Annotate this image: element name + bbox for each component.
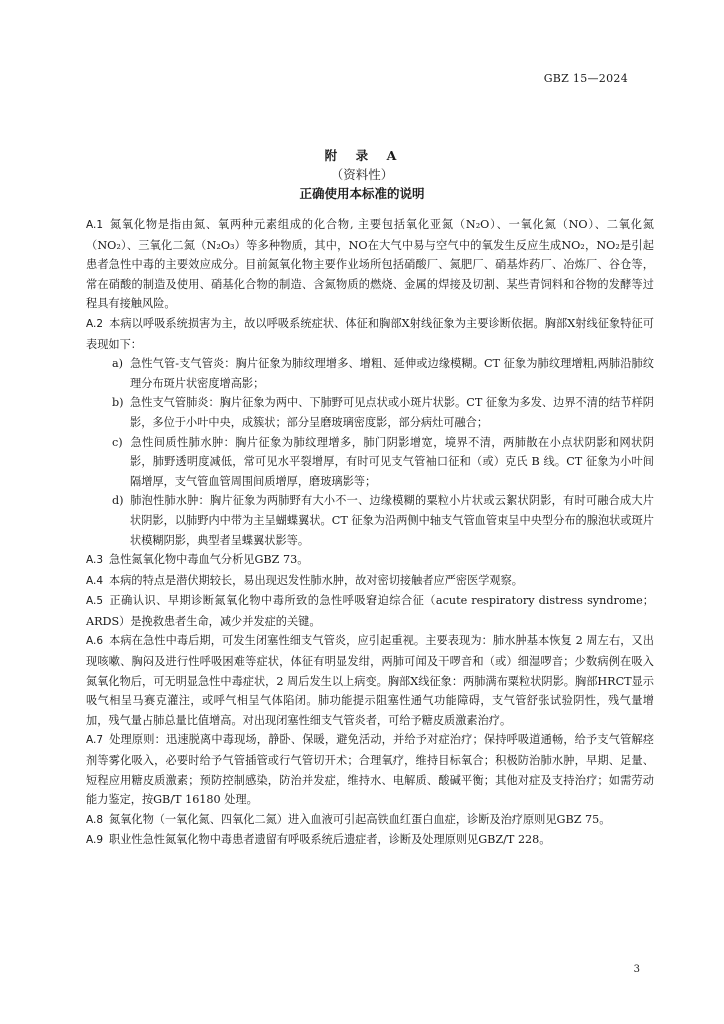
clause-number: A.7 bbox=[86, 734, 104, 747]
list-text: 肺泡性肺水肿：胸片征象为两肺野有大小不一、边缘模糊的粟粒小片状或云絮状阴影，有时可融合成大片状阴影，以肺野内中带为主呈蝴蝶翼状。CT 征象为沿两侧中轴支气管血管束呈中央型分布的腺泡状或斑片状模糊阴影，典型者呈蝶翼状影等。 bbox=[130, 494, 654, 547]
clause-a9 bbox=[86, 830, 654, 851]
clause-a4 bbox=[86, 571, 654, 592]
clause-a1 bbox=[86, 215, 654, 314]
clause-number: A.5 bbox=[86, 595, 104, 608]
list-text: 急性支气管肺炎：胸片征象为两中、下肺野可见点状或小斑片状影。CT 征象为多发、边界不清的结节样阴影，多位于小叶中央，成簇状；部分呈磨玻璃密度影，部分病灶可融合； bbox=[130, 396, 654, 429]
annex-body bbox=[86, 215, 654, 851]
clause-number: A.6 bbox=[86, 635, 104, 648]
page-number: 3 bbox=[633, 964, 640, 975]
list-item bbox=[112, 433, 654, 492]
clause-number: A.3 bbox=[86, 554, 104, 567]
clause-text: 职业性急性氮氧化物中毒患者遗留有呼吸系统后遗症者，诊断及处理原则见GBZ/T 228。 bbox=[109, 833, 551, 847]
clause-a5 bbox=[86, 591, 654, 631]
list-label: b) bbox=[112, 396, 124, 410]
clause-text: 本病的特点是潜伏期较长，易出现迟发性肺水肿，故对密切接触者应严密医学观察。 bbox=[109, 573, 523, 587]
clause-a2 bbox=[86, 314, 654, 354]
clause-number: A.8 bbox=[86, 813, 104, 826]
clause-text: 本病以呼吸系统损害为主，故以呼吸系统症状、体征和胸部X射线征象为主要诊断依据。胸部X射线征象特征可表现如下： bbox=[86, 316, 654, 351]
clause-number: A.1 bbox=[86, 219, 104, 231]
list-label: d) bbox=[112, 494, 124, 508]
annex-type: （资料性） bbox=[330, 167, 394, 182]
list-label: c) bbox=[112, 435, 123, 449]
annex-subtitle: 正确使用本标准的说明 bbox=[299, 186, 425, 201]
clause-a6 bbox=[86, 631, 654, 730]
annex-title: 附 录 A bbox=[324, 148, 400, 163]
clause-number: A.2 bbox=[86, 317, 104, 330]
standard-code: GBZ 15—2024 bbox=[543, 72, 628, 85]
clause-number: A.9 bbox=[86, 834, 104, 847]
clause-a8 bbox=[86, 810, 654, 831]
clause-a7 bbox=[86, 730, 654, 809]
list-item bbox=[112, 393, 654, 432]
clause-number: A.4 bbox=[86, 574, 104, 587]
clause-text: 正确认识、早期诊断氮氧化物中毒所致的急性呼吸窘迫综合征（acute respiratory distress syndrome；ARDS）是挽救患者生命，减少并发症的关键。 bbox=[86, 594, 654, 628]
list-item bbox=[112, 354, 654, 393]
annex-heading bbox=[0, 146, 724, 203]
list-item bbox=[112, 491, 654, 550]
clause-a3 bbox=[86, 550, 654, 571]
list-text: 急性间质性肺水肿：胸片征象为肺纹理增多，肺门阴影增宽，境界不清，两肺散在小点状阴影和网状阴影，肺野透明度减低，常可见水平裂增厚，有时可见支气管袖口征和（或）克氏 B 线。CT 征象为小叶间隔增厚，支气管血管周围间质增厚，磨玻璃影等； bbox=[130, 435, 654, 488]
clause-text: 氮氧化物是指由氮、氧两种元素组成的化合物, 主要包括氧化亚氮（N₂O）、一氧化氮（NO）、二氧化氮（NO₂）、三氧化二氮（N₂O₃）等多种物质，其中，NO在大气中易与空气中的氧发生反应生成NO₂，NO₂是引起患者急性中毒的主要效应成分。目前氮氧化物主要作业场所包括硝酸厂、氮肥厂、硝基炸药厂、冶炼厂、谷仓等，常在硝酸的制造及使用、硝基化合物的制造、含氮物质的燃烧、金属的焊接及切割、某些青饲料和谷物的发酵等过程具有接触风险。 bbox=[86, 218, 654, 311]
list-label: a) bbox=[112, 357, 124, 371]
clause-text: 处理原则：迅速脱离中毒现场，静卧、保暖，避免活动，并给予对症治疗；保持呼吸道通畅，给予支气管解痉剂等雾化吸入，必要时给予气管插管或行气管切开术；合理氧疗，维持目标氧合；积极防治肺水肿，早期、足量、短程应用糖皮质激素；预防控制感染，防治并发症，维持水、电解质、酸碱平衡；其他对症及支持治疗；如需劳动能力鉴定，按GB/T 16180 处理。 bbox=[86, 733, 654, 807]
clause-text: 急性氮氧化物中毒血气分析见GBZ 73。 bbox=[109, 553, 309, 567]
list-text: 急性气管-支气管炎：胸片征象为肺纹理增多、增粗、延伸或边缘模糊。CT 征象为肺纹理增粗,两肺沿肺纹理分布斑片状密度增高影； bbox=[130, 357, 654, 390]
clause-text: 氮氧化物（一氧化氮、四氧化二氮）进入血液可引起高铁血红蛋白血症，诊断及治疗原则见GBZ 75。 bbox=[109, 812, 611, 826]
clause-text: 本病在急性中毒后期，可发生闭塞性细支气管炎，应引起重视。主要表现为：肺水肿基本恢复 2 周左右，又出现咳嗽、胸闷及进行性呼吸困难等症状，体征有明显发绀，两肺可闻及干啰音和（或）细湿啰音；少数病例在吸入氮氧化物后，可无明显急性中毒症状，2 周后发生以上病变。胸部X线征象：两肺满布粟粒状阴影。胸部HRCT显示吸气相呈马赛克灌注，或呼气相呈气体陷闭。肺功能提示阻塞性通气功能障碍，支气管舒张试验阴性，残气量增加，残气量占肺总量比值增高。对出现闭塞性细支气管炎者，可给予糖皮质激素治疗。 bbox=[86, 634, 654, 727]
